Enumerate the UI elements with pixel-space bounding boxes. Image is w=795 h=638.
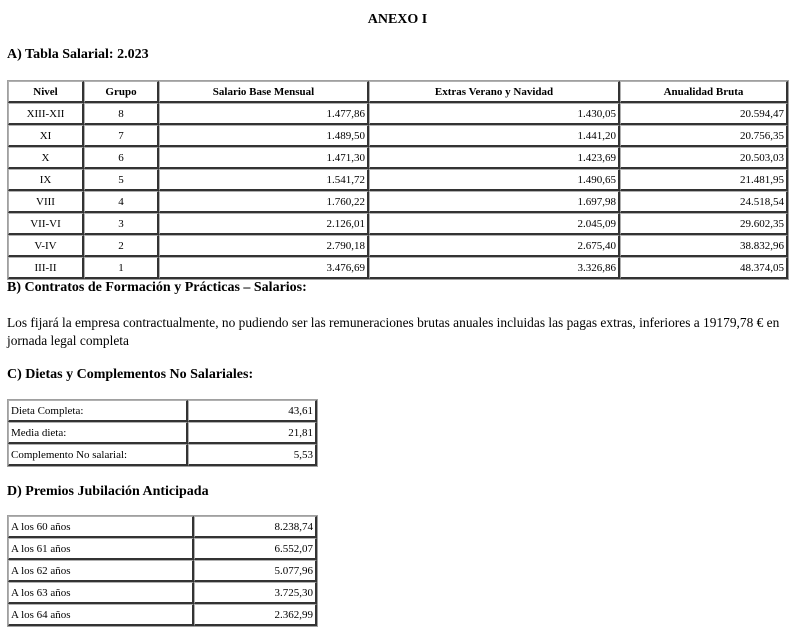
extras-cell: 3.326,86 bbox=[369, 257, 620, 279]
grupo-cell: 8 bbox=[84, 103, 159, 125]
anualidad-cell: 21.481,95 bbox=[620, 169, 788, 191]
anualidad-cell: 38.832,96 bbox=[620, 235, 788, 257]
table-row bbox=[8, 400, 317, 422]
amount-cell: 5.077,96 bbox=[194, 560, 317, 582]
salario-base-cell: 2.790,18 bbox=[159, 235, 369, 257]
amount-cell: 21,81 bbox=[188, 422, 317, 444]
table-row bbox=[8, 147, 788, 169]
salary-table bbox=[7, 80, 789, 280]
amount-cell: 5,53 bbox=[188, 444, 317, 466]
column-header: Salario Base Mensual bbox=[159, 81, 369, 103]
grupo-cell: 7 bbox=[84, 125, 159, 147]
label-cell: A los 64 años bbox=[8, 604, 194, 626]
nivel-cell: VII-VI bbox=[8, 213, 84, 235]
section-b-heading: B) Contratos de Formación y Prácticas – Salarios: bbox=[7, 280, 307, 295]
grupo-cell: 2 bbox=[84, 235, 159, 257]
extras-cell: 2.045,09 bbox=[369, 213, 620, 235]
anualidad-cell: 20.594,47 bbox=[620, 103, 788, 125]
amount-cell: 3.725,30 bbox=[194, 582, 317, 604]
table-row bbox=[8, 235, 788, 257]
anualidad-cell: 20.756,35 bbox=[620, 125, 788, 147]
salario-base-cell: 1.489,50 bbox=[159, 125, 369, 147]
table-row bbox=[8, 103, 788, 125]
table-row bbox=[8, 444, 317, 466]
table-row bbox=[8, 582, 317, 604]
anualidad-cell: 48.374,05 bbox=[620, 257, 788, 279]
table-row bbox=[8, 125, 788, 147]
column-header: Extras Verano y Navidad bbox=[369, 81, 620, 103]
grupo-cell: 3 bbox=[84, 213, 159, 235]
label-cell: A los 60 años bbox=[8, 516, 194, 538]
column-header: Anualidad Bruta bbox=[620, 81, 788, 103]
section-b-text: Los fijará la empresa contractualmente, no pudiendo ser las remuneraciones brutas anuales incluidas las pagas extras, inferiores a 19179,78 € en jornada legal completa bbox=[7, 315, 780, 348]
label-cell: A los 61 años bbox=[8, 538, 194, 560]
table-row bbox=[8, 604, 317, 626]
label-cell: Dieta Completa: bbox=[8, 400, 188, 422]
amount-cell: 8.238,74 bbox=[194, 516, 317, 538]
column-header: Grupo bbox=[84, 81, 159, 103]
amount-cell: 6.552,07 bbox=[194, 538, 317, 560]
amount-cell: 43,61 bbox=[188, 400, 317, 422]
nivel-cell: V-IV bbox=[8, 235, 84, 257]
allowances-table bbox=[7, 399, 318, 467]
table-row bbox=[8, 560, 317, 582]
section-a-heading: A) Tabla Salarial: 2.023 bbox=[7, 47, 149, 62]
retirement-bonus-table bbox=[7, 515, 318, 627]
extras-cell: 1.430,05 bbox=[369, 103, 620, 125]
label-cell: A los 62 años bbox=[8, 560, 194, 582]
anualidad-cell: 29.602,35 bbox=[620, 213, 788, 235]
extras-cell: 1.697,98 bbox=[369, 191, 620, 213]
grupo-cell: 6 bbox=[84, 147, 159, 169]
column-header: Nivel bbox=[8, 81, 84, 103]
salario-base-cell: 1.760,22 bbox=[159, 191, 369, 213]
table-row bbox=[8, 422, 317, 444]
section-d-heading: D) Premios Jubilación Anticipada bbox=[7, 484, 209, 499]
nivel-cell: XIII-XII bbox=[8, 103, 84, 125]
extras-cell: 1.490,65 bbox=[369, 169, 620, 191]
nivel-cell: IX bbox=[8, 169, 84, 191]
document-title: ANEXO I bbox=[367, 12, 428, 27]
table-row bbox=[8, 169, 788, 191]
salario-base-cell: 1.541,72 bbox=[159, 169, 369, 191]
salario-base-cell: 3.476,69 bbox=[159, 257, 369, 279]
nivel-cell: VIII bbox=[8, 191, 84, 213]
section-c-heading: C) Dietas y Complementos No Salariales: bbox=[7, 367, 254, 382]
anualidad-cell: 20.503,03 bbox=[620, 147, 788, 169]
label-cell: Complemento No salarial: bbox=[8, 444, 188, 466]
salario-base-cell: 1.477,86 bbox=[159, 103, 369, 125]
extras-cell: 1.423,69 bbox=[369, 147, 620, 169]
table-row bbox=[8, 516, 317, 538]
amount-cell: 2.362,99 bbox=[194, 604, 317, 626]
table-row bbox=[8, 538, 317, 560]
table-row bbox=[8, 191, 788, 213]
salario-base-cell: 1.471,30 bbox=[159, 147, 369, 169]
salario-base-cell: 2.126,01 bbox=[159, 213, 369, 235]
extras-cell: 2.675,40 bbox=[369, 235, 620, 257]
table-row bbox=[8, 257, 788, 279]
nivel-cell: XI bbox=[8, 125, 84, 147]
grupo-cell: 5 bbox=[84, 169, 159, 191]
table-row bbox=[8, 213, 788, 235]
grupo-cell: 1 bbox=[84, 257, 159, 279]
label-cell: Media dieta: bbox=[8, 422, 188, 444]
label-cell: A los 63 años bbox=[8, 582, 194, 604]
anualidad-cell: 24.518,54 bbox=[620, 191, 788, 213]
extras-cell: 1.441,20 bbox=[369, 125, 620, 147]
grupo-cell: 4 bbox=[84, 191, 159, 213]
nivel-cell: III-II bbox=[8, 257, 84, 279]
table-header-row bbox=[8, 81, 788, 103]
nivel-cell: X bbox=[8, 147, 84, 169]
